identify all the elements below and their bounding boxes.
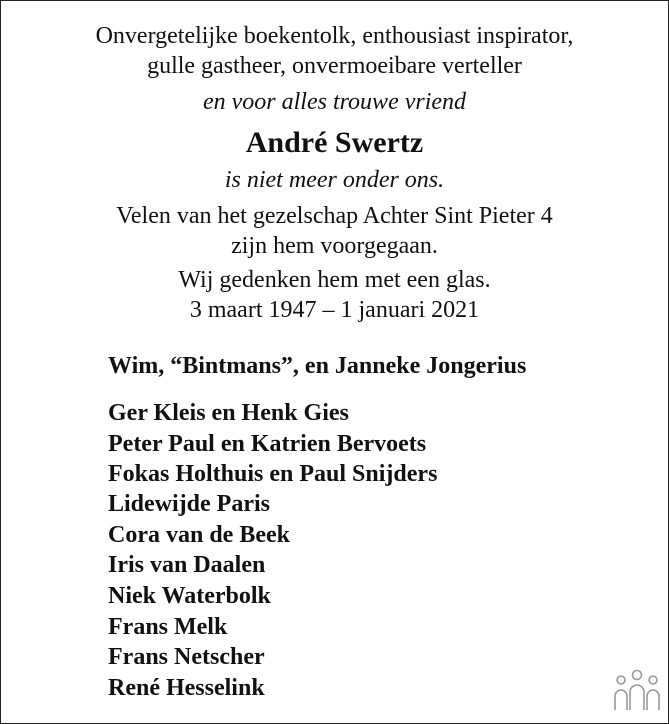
people-group-icon	[613, 668, 661, 712]
message-line-2: zijn hem voorgegaan.	[231, 233, 438, 259]
subtitle-line: is niet meer onder ons.	[224, 167, 445, 193]
signer-item: Iris van Daalen	[108, 552, 266, 578]
signer-item: Fokas Holthuis en Paul Snijders	[108, 461, 438, 487]
deceased-name: André Swertz	[245, 126, 424, 159]
life-dates: 3 maart 1947 – 1 januari 2021	[189, 297, 480, 323]
message-line-1: Velen van het gezelschap Achter Sint Pieter 4	[116, 203, 553, 229]
signer-first: Wim, “Bintmans”, en Janneke Jongerius	[108, 353, 527, 379]
signer-item: René Hesselink	[108, 675, 265, 701]
signer-item: Niek Waterbolk	[108, 583, 271, 609]
signer-item: Ger Kleis en Henk Gies	[108, 400, 349, 426]
tribute-line-2: gulle gastheer, onvermoeibare verteller	[147, 53, 522, 79]
signer-item: Frans Netscher	[108, 644, 265, 670]
signer-item: Frans Melk	[108, 614, 228, 640]
signer-item: Lidewijde Paris	[108, 491, 270, 517]
signer-item: Cora van de Beek	[108, 522, 290, 548]
tribute-line-1: Onvergetelijke boekentolk, enthousiast inspirator,	[95, 23, 574, 49]
message-line-3: Wij gedenken hem met een glas.	[178, 267, 491, 293]
tribute-line-3: en voor alles trouwe vriend	[202, 89, 467, 115]
signer-item: Peter Paul en Katrien Bervoets	[108, 431, 427, 457]
